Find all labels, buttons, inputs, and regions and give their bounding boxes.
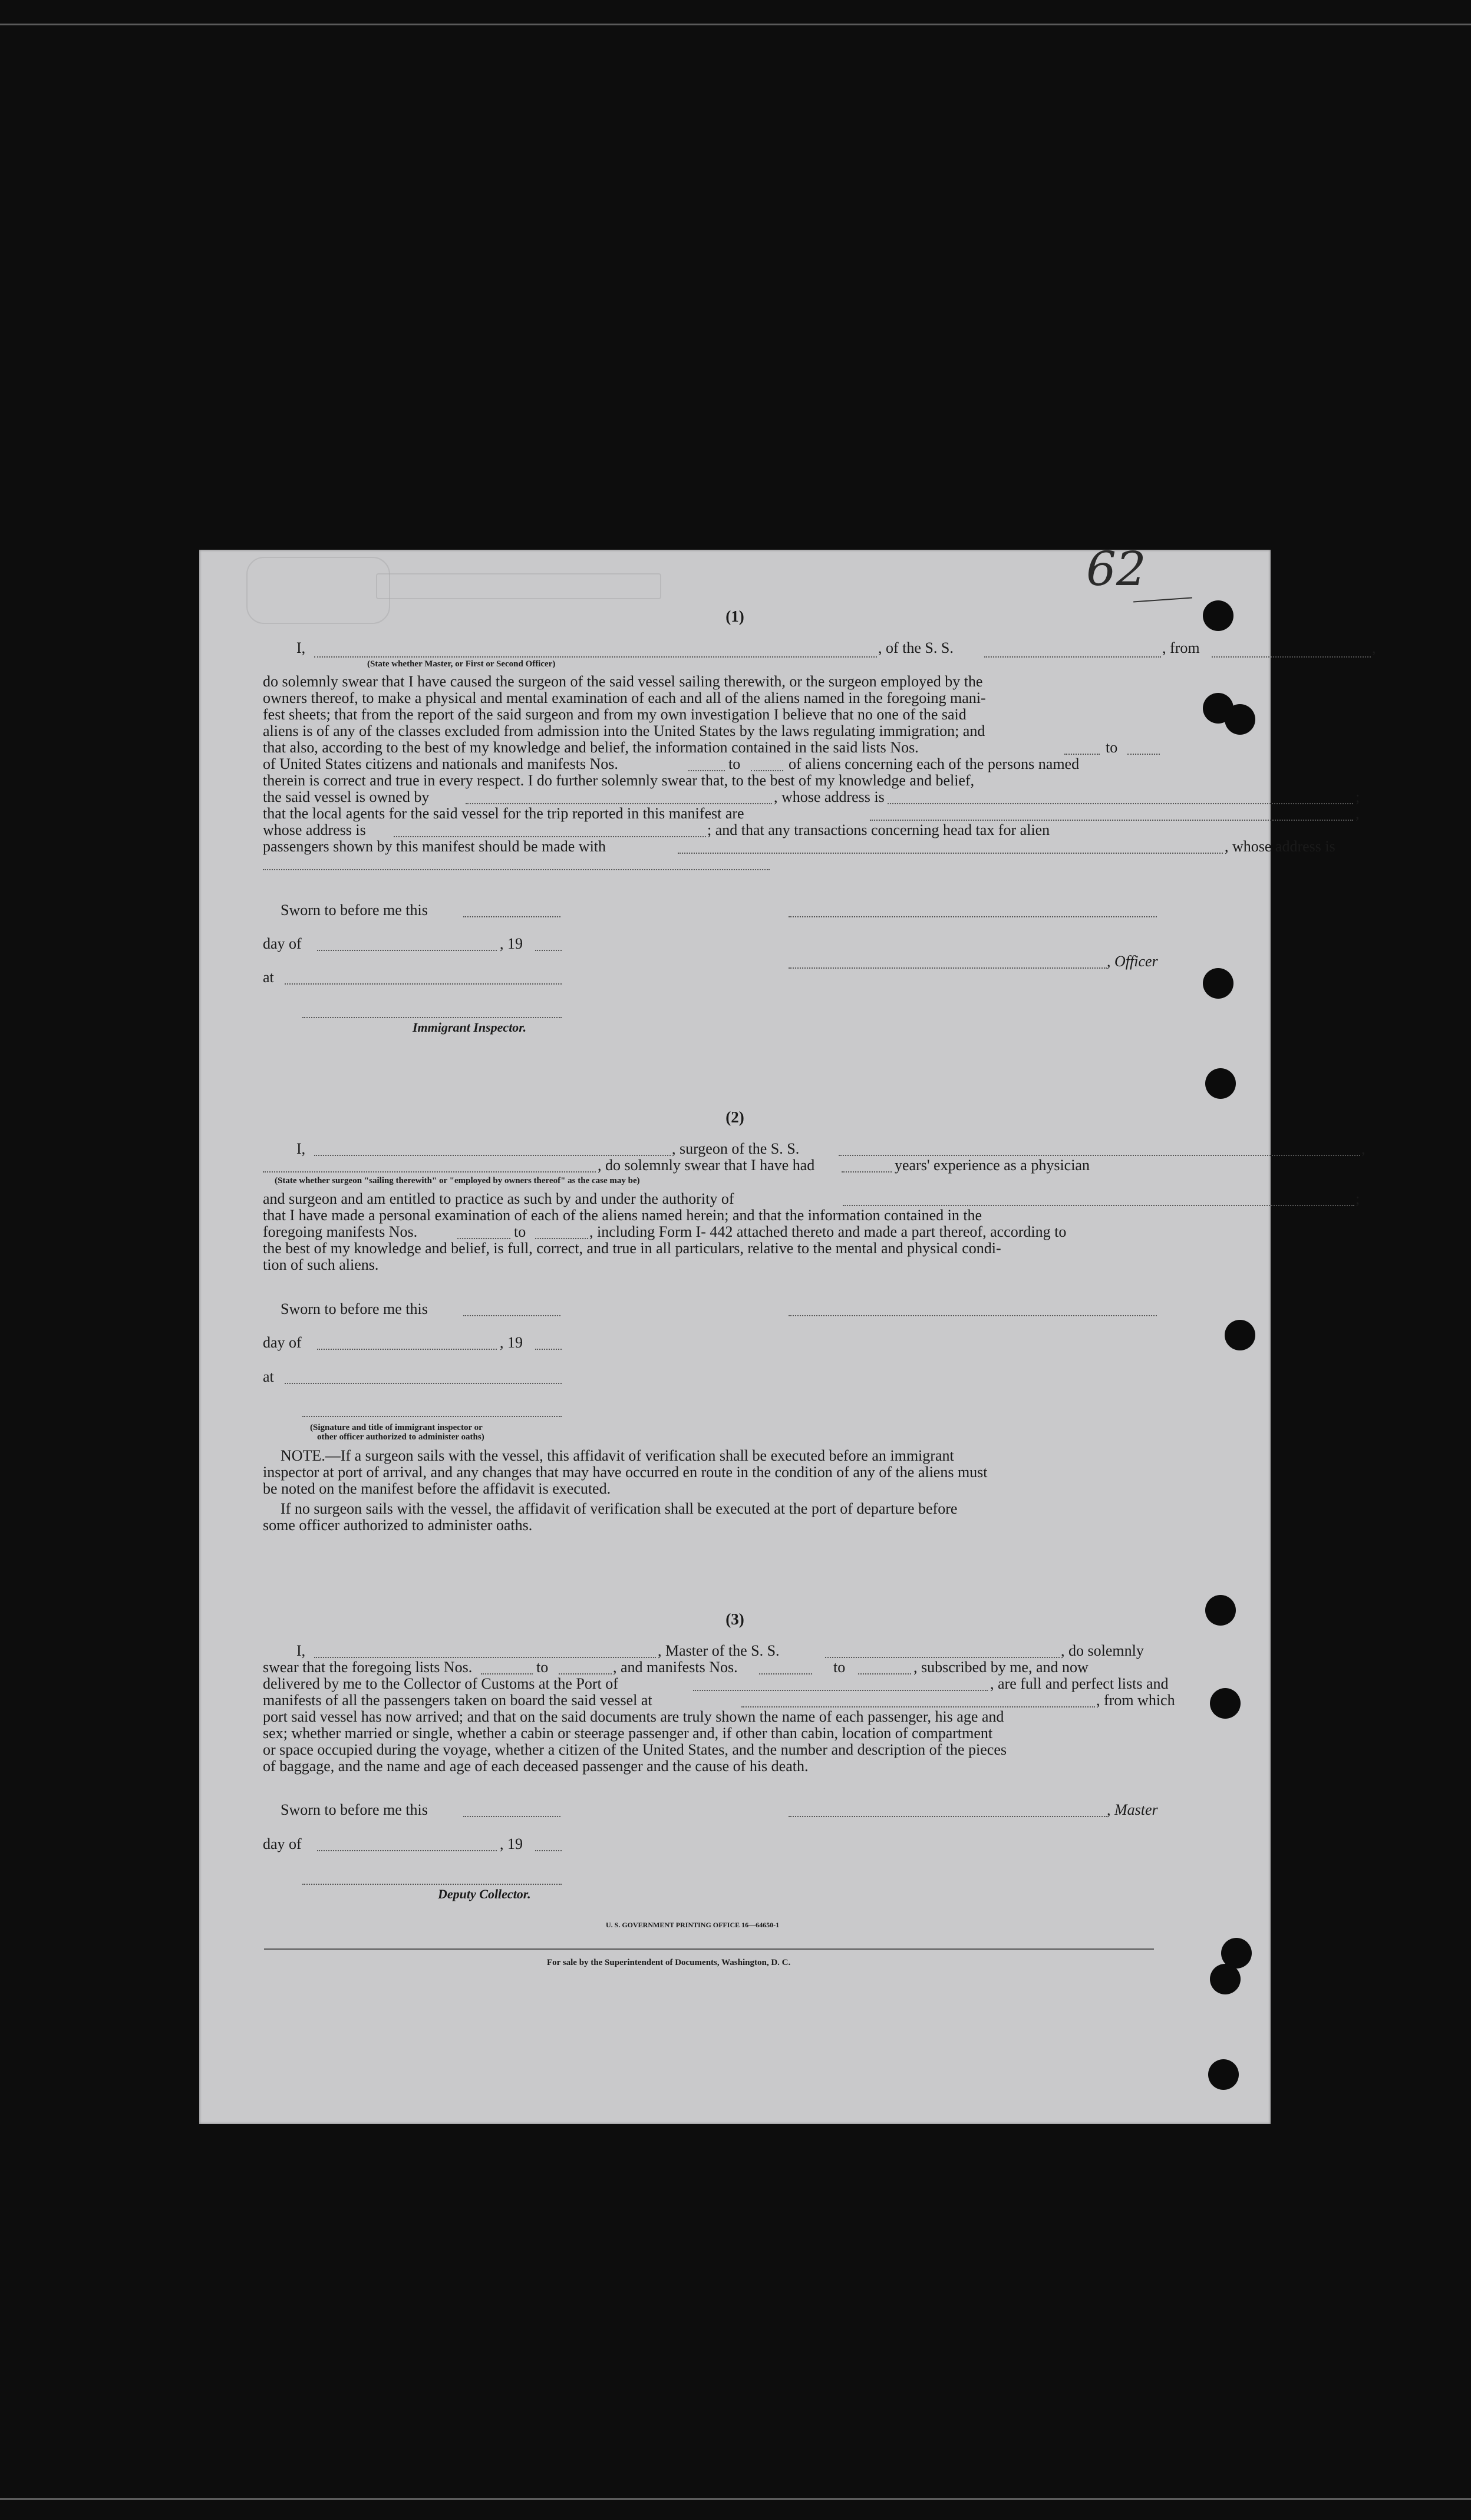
- s2-authority-field: [843, 1205, 1354, 1206]
- s3-delivered: delivered by me to the Collector of Customs at the Port of: [263, 1675, 618, 1692]
- section-3-heading: (3): [725, 1610, 744, 1628]
- handwritten-dash: [1133, 597, 1192, 603]
- s3-swear-lists: swear that the foregoing lists Nos.: [263, 1659, 473, 1676]
- s2-line: that I have made a personal examination of each of the aliens named herein; and that the information contained in the: [263, 1207, 982, 1224]
- s2-i: I,: [296, 1140, 306, 1157]
- s2-inspector-signature-field: [302, 1416, 562, 1417]
- s3-master-of-ss: , Master of the S. S.: [658, 1642, 780, 1659]
- s1-owner-field: [466, 803, 772, 804]
- s3-vessel-field: [825, 1657, 1060, 1658]
- s3-manifests-to: [858, 1673, 911, 1675]
- s1-from-field: [1212, 656, 1371, 658]
- s1-line: passengers shown by this manifest should be made with: [263, 838, 606, 855]
- s1-signature-field: [789, 916, 1157, 917]
- sale-notice: For sale by the Superintendent of Documents, Washington, D. C.: [547, 1958, 791, 1967]
- s1-semicolon: ;: [1355, 788, 1360, 805]
- s1-inspector-field: [302, 1017, 562, 1018]
- s2-note: be noted on the manifest before the affidavit is executed.: [263, 1480, 611, 1497]
- s2-note: inspector at port of arrival, and any changes that may have occurred en route in the condition of any of the aliens must: [263, 1464, 988, 1481]
- s1-line: that also, according to the best of my knowledge and belief, the information contained in the said lists Nos.: [263, 739, 919, 756]
- section-1-heading: (1): [725, 607, 744, 625]
- s1-whose-address: , whose address is: [774, 788, 885, 805]
- s1-officer-caption: (State whether Master, or First or Second Officer): [367, 659, 556, 669]
- s2-manifests-to: [535, 1238, 588, 1239]
- s2-note: If no surgeon sails with the vessel, the affidavit of verification shall be executed at the port of departure before: [281, 1500, 958, 1517]
- s2-note: some officer authorized to administer oaths.: [263, 1517, 533, 1534]
- s3-from-which: , from which: [1096, 1692, 1175, 1709]
- s2-line: the best of my knowledge and belief, is full, correct, and true in all particulars, relative to the mental and physical condi-: [263, 1240, 1001, 1257]
- s2-including: , including Form I- 442 attached thereto and made a part thereof, according to: [589, 1223, 1067, 1240]
- s2-sworn-day-field: [463, 1315, 560, 1316]
- s3-manifests-all: manifests of all the passengers taken on board the said vessel at: [263, 1692, 652, 1709]
- s2-years-field: [842, 1171, 892, 1173]
- s3-line: or space occupied during the voyage, whether a citizen of the United States, and the number and description of the pieces: [263, 1741, 1007, 1758]
- s3-full-perfect: , are full and perfect lists and: [990, 1675, 1169, 1692]
- s1-line: whose address is: [263, 821, 366, 838]
- s3-line: of baggage, and the name and age of each deceased passenger and the cause of his death.: [263, 1758, 809, 1775]
- s2-year-field: [535, 1349, 562, 1350]
- s2-years-experience: years' experience as a physician: [895, 1157, 1090, 1174]
- s2-status-caption: (State whether surgeon "sailing therewith" or "employed by owners thereof" as the case may be): [275, 1176, 640, 1185]
- s1-vessel-field: [984, 656, 1161, 658]
- s1-head-tax-address-field: [263, 869, 770, 870]
- punch-hole: [1210, 1964, 1241, 1994]
- s3-collector-caption: Deputy Collector.: [438, 1887, 531, 1901]
- film-top-edge: [0, 24, 1471, 25]
- s3-to: to: [536, 1659, 549, 1676]
- s3-master-name-field: [314, 1657, 656, 1658]
- s1-line: fest sheets; that from the report of the said surgeon and from my own investigation I believe that no one of the said: [263, 706, 967, 723]
- faded-heading-ghost: [376, 573, 661, 599]
- s1-i: I,: [296, 639, 306, 656]
- s2-line: foregoing manifests Nos.: [263, 1223, 418, 1240]
- s1-officer-signature-field: [789, 967, 1107, 969]
- s1-head-tax-field: [678, 853, 1223, 854]
- s2-note: NOTE.—If a surgeon sails with the vessel, this affidavit of verification shall be executed before an immigrant: [281, 1447, 954, 1464]
- punch-hole: [1210, 1688, 1241, 1719]
- s1-inspector-caption: Immigrant Inspector.: [413, 1020, 527, 1035]
- s1-at: at: [263, 969, 274, 986]
- s1-at-field: [285, 983, 562, 985]
- s1-comma: ,: [1372, 639, 1376, 656]
- s1-comma-2: ,: [1355, 805, 1360, 822]
- s3-manifests: , and manifests Nos.: [613, 1659, 738, 1676]
- s3-year: , 19: [500, 1835, 523, 1852]
- punch-hole: [1225, 704, 1255, 735]
- s1-line: therein is correct and true in every respect. I do further solemnly swear that, to the best of my knowledge and belief,: [263, 772, 975, 789]
- s2-year: , 19: [500, 1334, 523, 1351]
- s2-at-field: [285, 1383, 562, 1384]
- s1-agents-field: [870, 820, 1353, 821]
- s2-surgeon-name-field: [314, 1155, 671, 1156]
- s2-swear-had: , do solemnly swear that I have had: [598, 1157, 815, 1174]
- s3-embark-port-field: [741, 1706, 1095, 1707]
- s2-day-of: day of: [263, 1334, 302, 1351]
- handwritten-page-number: 62: [1086, 541, 1146, 596]
- s3-lists-to: [559, 1673, 612, 1675]
- s2-semicolon: ;: [1355, 1190, 1360, 1207]
- s1-lists-from: [1064, 754, 1100, 755]
- footer-rule: [264, 1948, 1154, 1950]
- film-bottom-edge: [0, 2498, 1471, 2500]
- s1-day-of: day of: [263, 935, 302, 952]
- s1-year-field: [535, 950, 562, 951]
- s1-whose-address-end: , whose address is: [1225, 838, 1335, 855]
- printing-office-line: U. S. GOVERNMENT PRINTING OFFICE 16—64650-1: [606, 1921, 780, 1929]
- s2-vessel-field: [839, 1155, 1360, 1156]
- punch-hole: [1205, 1595, 1236, 1626]
- s3-line: port said vessel has now arrived; and that on the said documents are truly shown the name of each passenger, his age and: [263, 1708, 1004, 1725]
- s2-month-field: [317, 1349, 497, 1350]
- s2-surgeon-of-ss: , surgeon of the S. S.: [672, 1140, 800, 1157]
- s3-master: , Master: [1107, 1801, 1158, 1818]
- s3-port-field: [693, 1690, 988, 1691]
- s1-year: , 19: [500, 935, 523, 952]
- s1-line: owners thereof, to make a physical and mental examination of each and all of the aliens named in the foregoing mani-: [263, 689, 986, 706]
- s2-signature-field: [789, 1315, 1157, 1316]
- s1-line: aliens is of any of the classes excluded from admission into the United States by the laws regulating immigration; and: [263, 722, 985, 739]
- s1-manifests-from: [688, 770, 725, 771]
- s3-manifests-from: [759, 1673, 812, 1675]
- s1-month-field: [317, 950, 497, 951]
- s2-signature-caption: (Signature and title of immigrant inspector or: [310, 1423, 483, 1432]
- s3-master-signature-field: [789, 1816, 1107, 1817]
- s3-lists-from: [481, 1673, 533, 1675]
- s1-sworn-day-field: [463, 916, 560, 917]
- s2-line: and surgeon and am entitled to practice as such by and under the authority of: [263, 1190, 734, 1207]
- s1-officer: , Officer: [1107, 953, 1158, 970]
- s1-line: of United States citizens and nationals and manifests Nos.: [263, 755, 618, 772]
- s1-to: to: [1106, 739, 1118, 756]
- s3-i: I,: [296, 1642, 306, 1659]
- s3-to-2: to: [833, 1659, 846, 1676]
- s2-line: tion of such aliens.: [263, 1256, 379, 1273]
- s3-collector-field: [302, 1884, 562, 1885]
- punch-hole: [1203, 600, 1233, 631]
- s3-solemnly: , do solemnly: [1061, 1642, 1144, 1659]
- manifest-verification-page: [199, 541, 1376, 2124]
- s2-comma: ,: [1361, 1140, 1366, 1157]
- s3-year-field: [535, 1850, 562, 1851]
- s3-month-field: [317, 1850, 497, 1851]
- punch-hole: [1203, 968, 1233, 999]
- s3-sworn-day-field: [463, 1816, 560, 1817]
- s3-sworn: Sworn to before me this: [281, 1801, 428, 1818]
- s1-to-2: to: [728, 755, 741, 772]
- s1-owner-address-field: [888, 803, 1353, 804]
- s1-sworn: Sworn to before me this: [281, 901, 428, 919]
- s3-subscribed: , subscribed by me, and now: [913, 1659, 1089, 1676]
- section-2-heading: (2): [725, 1108, 744, 1126]
- s1-lists-to: [1127, 754, 1160, 755]
- s3-day-of: day of: [263, 1835, 302, 1852]
- punch-hole: [1205, 1068, 1236, 1099]
- s1-head-tax: ; and that any transactions concerning head tax for alien: [707, 821, 1050, 838]
- s1-line: do solemnly swear that I have caused the surgeon of the said vessel sailing therewith, or the surgeon employed by the: [263, 673, 983, 690]
- s2-signature-caption: other officer authorized to administer oaths): [317, 1432, 484, 1442]
- s2-at: at: [263, 1368, 274, 1385]
- punch-hole: [1208, 2059, 1239, 2090]
- s2-sworn: Sworn to before me this: [281, 1300, 428, 1317]
- s3-line: sex; whether married or single, whether a cabin or steerage passenger and, if other than cabin, location of compartment: [263, 1725, 993, 1742]
- s1-of-aliens: of aliens concerning each of the persons named: [789, 755, 1080, 772]
- punch-hole: [1225, 1320, 1255, 1350]
- s1-manifests-to: [751, 770, 783, 771]
- s1-line: the said vessel is owned by: [263, 788, 430, 805]
- s1-line: that the local agents for the said vessel for the trip reported in this manifest are: [263, 805, 744, 822]
- s2-to: to: [514, 1223, 526, 1240]
- s1-from: , from: [1162, 639, 1200, 656]
- s2-manifests-from: [457, 1238, 510, 1239]
- s1-agents-address-field: [394, 836, 706, 837]
- s1-of-ss: , of the S. S.: [878, 639, 954, 656]
